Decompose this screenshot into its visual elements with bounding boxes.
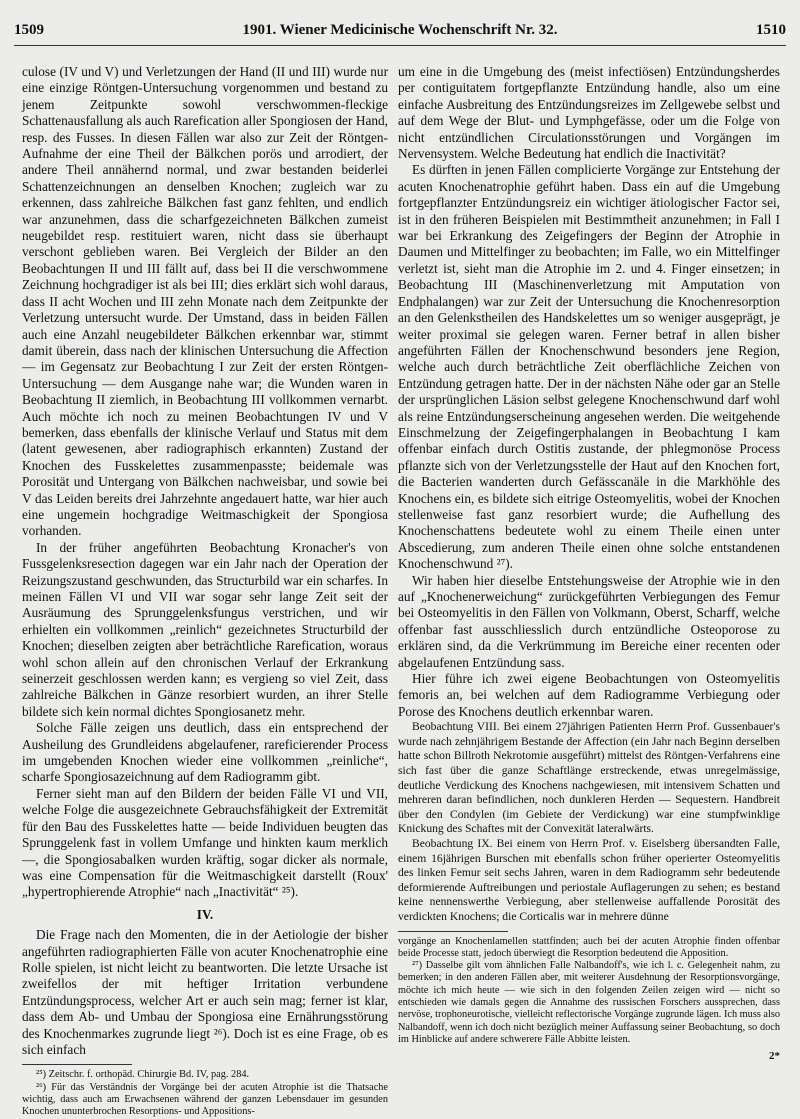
paragraph: culose (IV und V) und Verletzungen der Hand (II und III) wurde nur eine einzige Röntgen-Untersuchung vorgenommen und bestand zu jenem Zeitpunkte sowohl verschwommen-fleckige Schattenausfallung als auch Rarefication aller Spongiosen der Hand, resp. des Fusses. In diesen Fällen war also zur Zeit der Röntgen-Aufnahme der eine Theil der Bälkchen porös und arrodiert, der andere Theil annähernd normal, und zwar bestanden beiderlei Schattenzeichnungen an denselben Knochen; zugleich war zu erkennen, dass zahlreiche Bälkchen fast ganz fehlten, und endlich war anzunehmen, dass die scharfgezeichneten Bälkchen zumeist neugebildet resp. restituiert waren, nicht dass sie überhaupt verschont geblieben waren. Bei Vergleich der Bilder an den Beobachtungen II und III fällt auf, dass bei II die verschwommene Zeichnung hochgradiger ist als bei III; dies erklärt sich wohl daraus, dass II acht Wochen und III zehn Monate nach dem Zeitpunkte der Verletzung untersucht wurde. Der Umstand, dass in beiden Fällen auch eine Anzahl neugebildeter Bälkchen erkennbar war, stimmt damit überein, dass nach der klinischen Untersuchung die Affection — im Gegensatz zur Beobachtung I zur Zeit der ersten Röntgen-Untersuchung — dem Ausgange nahe war; die Wunden waren in Beobachtung II ziemlich, in Beobachtung III vollkommen vernarbt. Auch möchte ich noch zu meinen Beobachtungen IV und V bemerken, dass ebenfalls der klinische Verlauf und Status mit dem (latent gewesenen, aber radiographisch erkannten) Zustand der Knochen des Fusskelettes zusammenpasste; beidemale was Porosität und Untergang von Bälkchen nachweisbar, und sowie bei V das Leiden bereits drei Jahrzehnte angedauert hatte, war hier auch eine ungemein hochgradige Weitmaschigkeit der Spongiosa vorhanden. [22,64,388,539]
left-column [22,64,388,1118]
footnote-rule [22,1064,132,1065]
footnote-26-continued: vorgänge an Knochenlamellen stattfinden; auch bei der acuten Atrophie finden offenbar beide Processe statt, jedoch überwiegt die Resorption bedeutend die Apposition. [398,935,780,959]
footnote-26: ²⁶) Für das Verständnis der Vorgänge bei der acuten Atrophie ist die Thatsache wichtig, dass auch am Erwachsenen während der ganzen Lebensdauer im gesunden Knochen ununterbrochen Resorptions- und Appositions- [22,1081,388,1118]
signature-mark: 2* [769,1050,780,1063]
page-number-left: 1509 [14,22,44,38]
footnote-27: ²⁷) Dasselbe gilt vom ähnlichen Falle Nalbandoff's, wie ich l. c. Gelegenheit nahm, zu bemerken; in den anderen Fällen aber, mit weiterer Ausdehnung der Resorptionsvorgänge, möchte ich mich heute — wie sich in den folgenden Zeilen zeigen wird — nicht so entschieden wie damals gegen die Annahme des russischen Forschers aussprechen, dass nervöse, trophoneurotische, vielleicht reflectorische Vorgänge zugrunde lägen. Ich muss also Nalbandoff, wenn ich doch nicht bezüglich meiner Auffassung seiner Beobachtung, so doch im Hinblicke auf andere schwerere Fälle Abbitte leisten. [398,960,781,1045]
running-header [14,22,786,46]
case-reports [398,720,780,924]
case-viii: Beobachtung VIII. Bei einem 27jährigen Patienten Herrn Prof. Gussenbauer's wurde nach zehnjährigem Bestande der Affection (ein Jahr nach Beginn derselben hatte schon Billroth Nekrotomie ausgeführt) mittelst des Röntgen-Verfahrens eine sich fast über die ganze Schaftlänge erstreckende, etwas unregelmässige, deutliche Verdickung des Knochens nachgewiesen, mit intensivem Schatten und mehreren daran befindlichen, noch dunkleren Herden — Sequestern. Handbreit über den Condylen (im Gebiete der Verdickung) war eine stumpfwinklige Knickung des Schaftes mit der Convexität lateralwärts. [398,720,780,836]
paragraph: In der früher angeführten Beobachtung Kronacher's von Fussgelenksresection dagegen war ein Jahr nach der Operation der Reizungszustand geschwunden, das Structurbild war ein scharfes. In meinen Fällen VI und VII war sogar sehr lange Zeit seit der Ausräumung des Sprunggelenksfungus verstrichen, und wir erhielten ein vollkommen „reinlich“ gezeichnetes Structurbild der Knochen; dieselben zeigten aber beträchtliche Rarefication, woraus wohl schon allein auf den chronischen Verlauf der Erkrankung seinerzeit geschlossen werden kann; es vergieng so viel Zeit, dass zahlreiche Bälkchen in Gänze resorbiert wurden, an ihrer Stelle bildete sich kein normal dichtes Spongiosanetz mehr. [22,539,388,719]
paragraph: Ferner sieht man auf den Bildern der beiden Fälle VI und VII, welche Folge die ausgezeichnete Gebrauchsfähigkeit der Extremität für den Bau des Fusskelettes hatte — beide Individuen beugten das Sprunggelenk fast in vollem Umfange und hinkten kaum merklich —, die Spongiosabalken wurden kräftig, sogar dicker als normale, was eine Compensation für die Weitmaschigkeit darstellt (Roux' „hypertrophierende Atrophie“ nach „Inactivität“ ²⁵). [22,785,388,900]
case-ix: Beobachtung IX. Bei einem von Herrn Prof. v. Eiselsberg übersandten Falle, einem 16jährigen Burschen mit ebenfalls schon früher operierter Osteomyelitis des linken Femur seit sechs Jahren, waren in dem Radiogramm sehr bedeutende deformierende Auftreibungen und periostale Auflagerungen zu sehen; es bestand keine nennenswerthe Verbiegung, aber stellenweise auffallende Porosität des verdickten Knochens; die Corticalis war in mehrere dünne [398,837,780,923]
journal-title: 1901. Wiener Medicinische Wochenschrift Nr. 32. [242,22,558,38]
page-number-right: 1510 [756,22,786,38]
paragraph: Es dürften in jenen Fällen complicierte Vorgänge zur Entstehung der acuten Knochenatrophie geführt haben. Dass ein auf die Umgebung fortgepflanzter Entzündungsreiz ein wichtiger ätiologischer Factor sei, ist in den früheren Beispielen mit Bestimmtheit anzunehmen; in Fall I war bei Erkrankung des Zeigefingers der Beginn der Atrophie in Daumen und Mittelfinger zu beobachten; im Falle, wo ein Mittelfinger verletzt ist, sieht man die Atrophie im 2. und 4. Finger einsetzen; in Beobachtung III (Maschinenverletzung mit Amputation von Endphalangen) war zur Zeit der Untersuchung die Knochenresorption an den Gelenkstheilen des Handskelettes um so weniger ausgeprägt, je weiter proximal sie gelegen waren. Ferner betraf in allen bisher angeführten Fällen der Knochenschwund besonders jene Region, welche auch durch beträchtliche Zeit oberflächliche Zeichen von Entzündung getragen hatte. Der in der nächsten Nähe oder gar an Stelle der ursprünglichen Läsion selbst gelegene Knochenschwund darf wohl als reine Entzündungserscheinung angesehen werden. Die weitgehende Einschmelzung der Zeigefingerphalangen in Beobachtung I kam offenbar einfach durch Ostitis zustande, der phlegmonöse Process pflanzte sich von der Verletzungsstelle der Haut auf den Knochen fort, die Bacterien wanderten durch Gefässcanäle in die Markhöhle des Knochens ein, es bildete sich eitrige Osteomyelitis, wobei der Knochen stellenweise fast ganz resorbiert wurde; die Aufhellung des Knochenschattens bedeutete wohl zu einem Theile einen unter Abscedierung, zum anderen Theile einen ohne solche entstandenen Knochenschwund ²⁷). [398,162,780,572]
section-heading: IV. [196,906,214,922]
paragraph: Die Frage nach den Momenten, die in der Aetiologie der bisher angeführten radiographierten Fälle von acuter Knochenatrophie eine Rolle spielen, ist nicht leicht zu beantworten. Die letzte Ursache ist zweifellos der mit heftiger Irritation verbundene Entzündungsprocess, welcher Art er auch sein mag; ferner ist klar, dass dem Ab- und Umbau der Spongiosa eine Ernährungsstörung des Knochenmarkes zugrunde liegt ²⁶). Doch ist es eine Frage, ob es sich einfach [22,927,388,1057]
header-rule [14,45,786,46]
footnote-rule [398,931,508,932]
paragraph: um eine in die Umgebung des (meist infectiösen) Entzündungsherdes per contiguitatem fortgepflanzte Entzündung handle, also um eine einfache Ausbreitung des Entzündungsreizes im Zellgewebe selbst und auf dem Wege der Blut- und Lymphgefässe, oder um die Folge von nicht entzündlichen Circulationsstörungen und Vorgängen im Nervensystem. Welche Bedeutung hat endlich die Inactivität? [398,64,780,162]
paragraph: Solche Fälle zeigen uns deutlich, dass ein entsprechend der Ausheilung des Grundleidens abgelaufener, rareficierender Process im umgebenden Knochen wieder eine vollkommen „reinliche“, scharfe Spongiosazeichnung auf dem Radiogramm gibt. [22,720,388,785]
paragraph: Wir haben hier dieselbe Entstehungsweise der Atrophie wie in den auf „Knochenerweichung“ zurückgeführten Verbiegungen des Femur bei Osteomyelitis in den Fällen von Volkmann, Oberst, Scharff, welche offenbar fast ausschliesslich durch entzündliche Osteoporose zu erklären sind, da die Verkrümmung im Bereiche einer recenten oder abgelaufenen Entzündung sass. [398,572,780,670]
footnote-25: ²⁵) Zeitschr. f. orthopäd. Chirurgie Bd. IV, pag. 284. [36,1069,250,1081]
right-column [398,64,780,1094]
paragraph: Hier führe ich zwei eigene Beobachtungen von Osteomyelitis femoris an, bei welchen auf dem Radiogramme Verbiegung oder Porose des Knochens deutlich erkennbar waren. [398,671,780,719]
